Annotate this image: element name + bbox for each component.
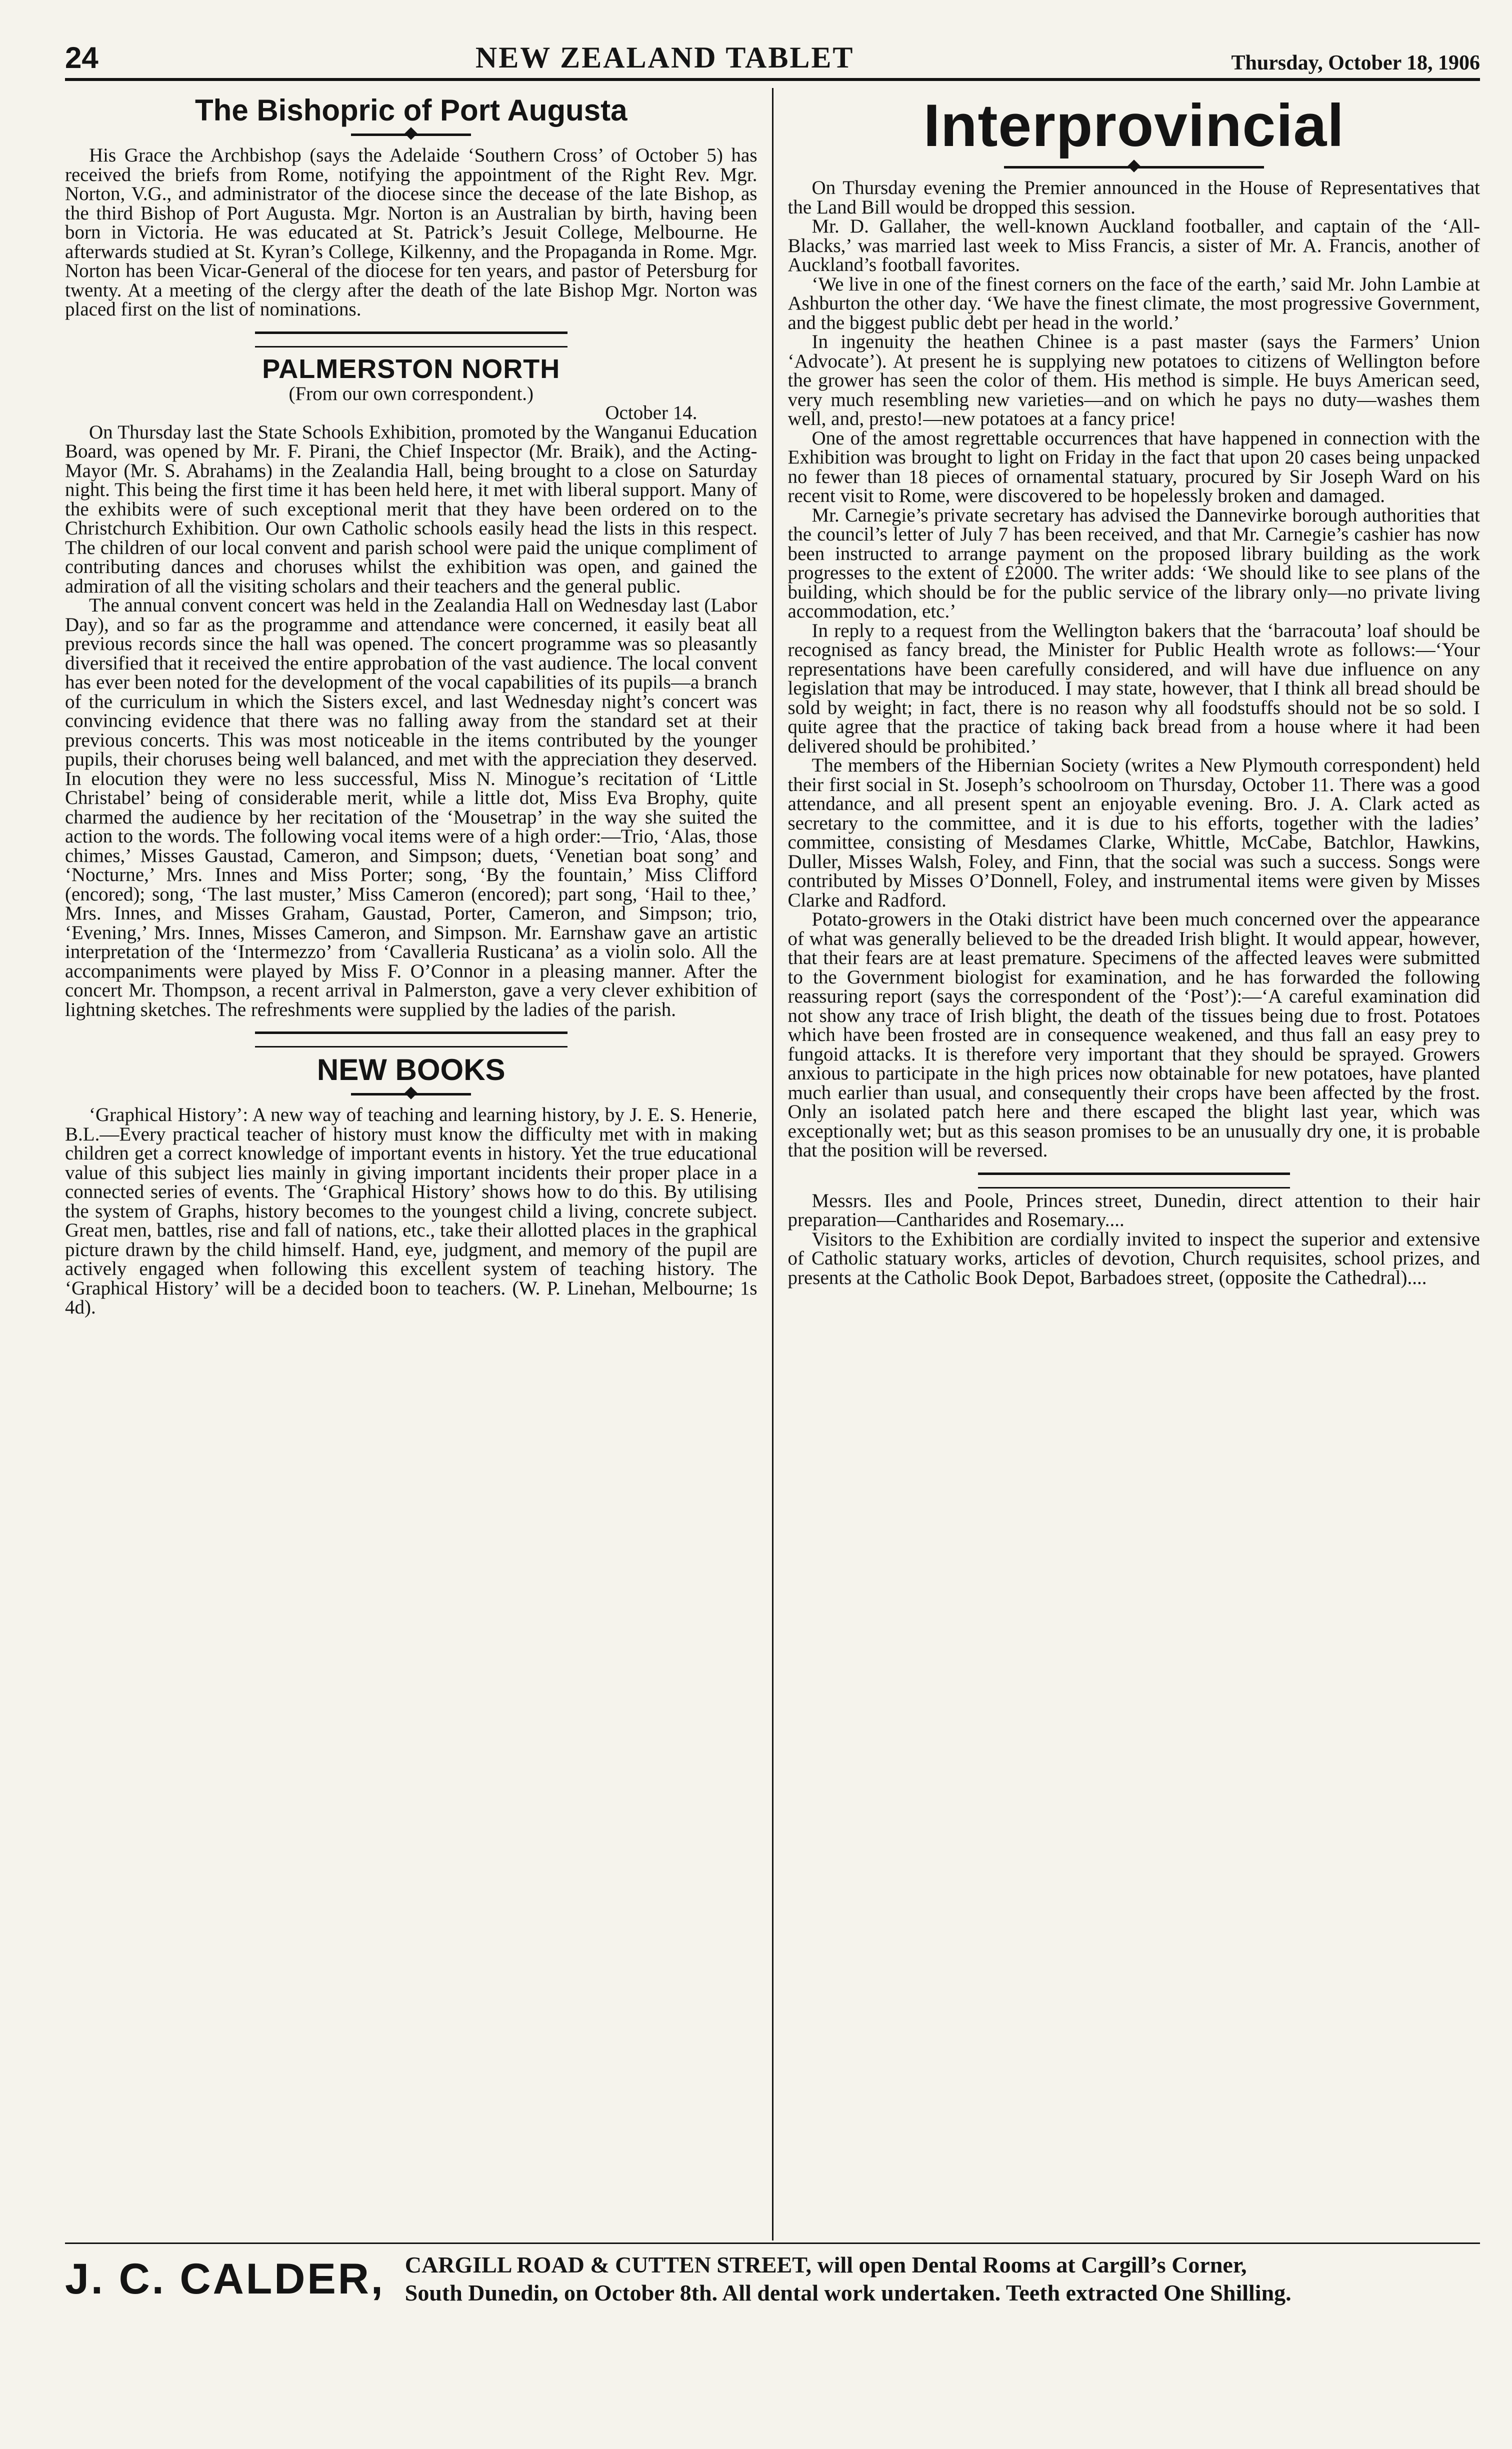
section-title-interprovincial: Interprovincial: [923, 92, 1344, 159]
advert-text: [405, 2251, 1292, 2307]
page-number: 24: [65, 41, 98, 74]
news-paragraph: On Thursday evening the Premier announced in the House of Representatives that the Land Bill would be dropped this session.: [788, 177, 1480, 218]
paper-title: NEW ZEALAND TABLET: [475, 41, 854, 74]
left-column: [65, 88, 758, 2240]
news-paragraph: In reply to a request from the Wellington bakers that the ‘barracouta’ loaf should be recognised as fancy bread, the Minister for Public Health wrote as follows:—‘Your representations have been carefully considered, and will have due influence on any legislation that may be introduced. I may state, however, that I think all bread should be sold by weight; in fact, there is no reason why all foodstuffs should not be so sold. I quite agree that the practice of taking back bread from a house where it had been delivered should be prohibited.’: [788, 620, 1480, 757]
footer-advertisement: [65, 2242, 1480, 2307]
advert-line: South Dunedin, on October 8th. All dental work undertaken. Teeth extracted One Shilling.: [404, 2280, 1292, 2306]
news-paragraph: ‘We live in one of the finest corners on the face of the earth,’ said Mr. John Lambie at Ashburton the other day. ‘We have the finest climate, the most progressive Government, and the biggest public debt per head in the world.’: [788, 273, 1480, 334]
news-paragraph: One of the amost regrettable occurrences that have happened in connection with the Exhibition was brought to light on Friday in the fact that upon 20 cases being unpacked no fewer than 18 pieces of ornamental statuary, procured by Sir Joseph Ward on his recent visit to Rome, were discovered to be hopelessly broken and damaged.: [788, 427, 1480, 506]
news-paragraph: The members of the Hibernian Society (writes a New Plymouth correspondent) held their first social in St. Joseph’s schoolroom on Thursday, October 11. There was a good attendance, and all present spent an enjoyable evening. Bro. J. A. Clark acted as secretary to the committee, and it is due to his efforts, together with the ladies’ committee, consisting of Mesdames Clarke, Whittle, McCabe, Batchlor, Hawkins, Duller, Misses Walsh, Foley, and Finn, that the social was such a success. Songs were contributed by Misses O’Donnell, Foley, and instrumental items were given by Misses Clarke and Radford.: [788, 754, 1480, 911]
article-title-palmerston: PALMERSTON NORTH: [262, 354, 560, 384]
article-paragraph: The annual convent concert was held in the Zealandia Hall on Wednesday last (Labor Day), and so far as the programme and attendance were concerned, it easily beat all previous records since the hall was opened. The concert programme was so pleasantly diversified that it received the entire approbation of the vast audience. The local convent has ever been noted for the development of the vocal capabilities of its pupils—a branch of the curriculum in which the Sisters excel, and last Wednesday night’s concert was convincing evidence that there was no falling away from the standard set at their previous concerts. This was most noticeable in the items contributed by the younger pupils, their choruses being well balanced, and met with the appreciation they deserved. In elocution they were no less successful, Miss N. Minogue’s recitation of ‘Little Christabel’ being of considerable merit, while a little dot, Miss Eva Brophy, quite charmed the audience by her recitation of the ‘Mousetrap’ in the way she suited the action to the words. The following vocal items were of a high order:—Trio, ‘Alas, those chimes,’ Misses Gaustad, Cameron, and Simpson; duets, ‘Venetian boat song’ and ‘Nocturne,’ Mrs. Innes and Miss Porter; song, ‘By the fountain,’ Miss Clifford (encored); song, ‘The last muster,’ Miss Cameron (encored); part song, ‘Hail to thee,’ Mrs. Innes, and Misses Graham, Gaustad, Porter, Cameron, and Simpson; trio, ‘Evening,’ Mrs. Innes, Misses Cameron, and Simpson. Mr. Earnshaw gave an artistic interpretation of the ‘Intermezzo’ from ‘Cavalleria Rusticana’ as a violin solo. All the accompaniments were played by Miss F. O’Connor in a pleasing manner. After the concert Mr. Thompson, a recent arrival in Palmerston, gave a very clever exhibition of lightning sketches. The refreshments were supplied by the ladies of the parish.: [65, 594, 758, 1020]
article-paragraph: ‘Graphical History’: A new way of teaching and learning history, by J. E. S. Henerie, B.L.—Every practical teacher of history must know the difficulty met with in making children get a correct knowledge of important events in history. Yet the true educational value of this subject lies mainly in giving important incidents their proper place in a connected series of events. The ‘Graphical History’ shows how to do this. By utilising the system of Graphs, history becomes to the youngest child a living, concrete subject. Great men, battles, rise and fall of nations, etc., take their allotted places in the graphical picture drawn by the child himself. Hand, eye, judgment, and memory of the pupil are actively engaged when following this excellent system of teaching history. The ‘Graphical History’ will be a decided boon to teachers. (W. P. Linehan, Melbourne; 1s 4d).: [65, 1104, 758, 1318]
advertiser-name: J. C. CALDER,: [65, 2254, 385, 2303]
columns: [65, 88, 1480, 2240]
advert-paragraph: Messrs. Iles and Poole, Princes street, Dunedin, direct attention to their hair preparation—Cantharides and Rosemary....: [788, 1190, 1480, 1230]
dateline: October 14.: [605, 402, 698, 424]
news-paragraph: In ingenuity the heathen Chinee is a past master (says the Farmers’ Union ‘Advocate’). At present he is supplying new potatoes to citizens of Wellington before the grower has seen the color of them. His method is simple. He buys American seed, very much resembling new varieties—and on which he pays no duty—washes them well, and, presto!—new potatoes at a fancy price!: [788, 331, 1480, 430]
section-divider: [255, 332, 568, 348]
column-rule: [772, 88, 774, 2240]
news-paragraph: Mr. D. Gallaher, the well-known Auckland footballer, and captain of the ‘All-Blacks,’ was married last week to Miss Francis, a sister of Mr. A. Francis, another of Auckland’s football favorites.: [788, 216, 1480, 276]
ornament-rule: [351, 1093, 471, 1096]
news-paragraph: Mr. Carnegie’s private secretary has advised the Dannevirke borough authorities that the council’s letter of July 7 has been received, and that Mr. Carnegie’s cashier has now been instructed to arrange payment on the proposed library building as the work progresses to the extent of £2000. The writer adds: ‘We should like to see plans of the building, which should be for the public service of the library only—no private living accommodation, etc.’: [788, 504, 1480, 622]
article-title-bishopric: The Bishopric of Port Augusta: [195, 94, 628, 127]
advert-line: CARGILL ROAD & CUTTEN STREET, will open Dental Rooms at Cargill’s Corner,: [404, 2252, 1247, 2278]
right-column: [788, 88, 1480, 2240]
article-paragraph: On Thursday last the State Schools Exhibition, promoted by the Wanganui Education Board, was opened by Mr. F. Pirani, the Chief Inspector (Mr. Braik), and the Acting-Mayor (Mr. S. Abrahams) in the Zealandia Hall, being brought to a close on Saturday night. This being the first time it has been held here, it met with liberal support. Many of the exhibits were of such exceptional merit that they have been ordered on to the Christchurch Exhibition. Our own Catholic schools easily head the lists in this respect. The children of our local convent and parish school were paid the unique compliment of contributing dances and choruses whilst the exhibition was open, and gained the admiration of all the visiting scholars and their teachers and the general public.: [65, 421, 758, 597]
ornament-rule: [351, 134, 471, 136]
article-title-new-books: NEW BOOKS: [316, 1053, 506, 1086]
article-paragraph: His Grace the Archbishop (says the Adelaide ‘Southern Cross’ of October 5) has received the briefs from Rome, notifying the appointment of the Right Rev. Mgr. Norton, V.G., and administrator of the diocese since the decease of the late Bishop, as the third Bishop of Port Augusta. Mgr. Norton is an Australian by birth, having been born in Victoria. He was educated at St. Patrick’s Jesuit College, Melbourne. He afterwards studied at St. Kyran’s College, Kilkenny, and the Propaganda in Rome. Mgr. Norton has been Vicar-General of the diocese for ten years, and pastor of Petersburg for twenty. At a meeting of the clergy after the death of the late Bishop Mgr. Norton was placed first on the list of nominations.: [65, 144, 758, 320]
advert-paragraph: Visitors to the Exhibition are cordially invited to inspect the superior and extensive of Catholic statuary works, articles of devotion, Church requisites, school prizes, and presents at the Catholic Book Depot, Barbadoes street, (opposite the Cathedral)....: [788, 1228, 1480, 1288]
news-paragraph: Potato-growers in the Otaki district have been much concerned over the appearance of what was generally believed to be the dreaded Irish blight. It would appear, however, that their fears are at least premature. Specimens of the affected leaves were submitted to the Government biologist for examination, and he has forwarded the following reassuring report (says the correspondent of the ‘Post’):—‘A careful examination did not show any trace of Irish blight, the death of the tissues being due to frost. Potatoes which have been frosted are in consequence weakened, and thus fall an easy prey to fungoid attacks. It is therefore very important that they should be sprayed. Growers anxious to participate in the high prices now obtainable for new potatoes, have planted much earlier than usual, and consequently their crops have been affected by the frost. Only an isolated patch here and there escaped the blight last year, which was exceptionally wet; but as this season promises to be an unusually dry one, it is probable that the position will be reversed.: [788, 908, 1480, 1161]
ornament-rule: [1004, 166, 1264, 168]
newspaper-page: [65, 40, 1480, 2420]
issue-date: Thursday, October 18, 1906: [1231, 52, 1480, 74]
section-divider: [255, 1032, 568, 1048]
byline: (From our own correspondent.): [288, 382, 534, 404]
section-divider: [978, 1172, 1290, 1188]
masthead: [65, 40, 1480, 81]
